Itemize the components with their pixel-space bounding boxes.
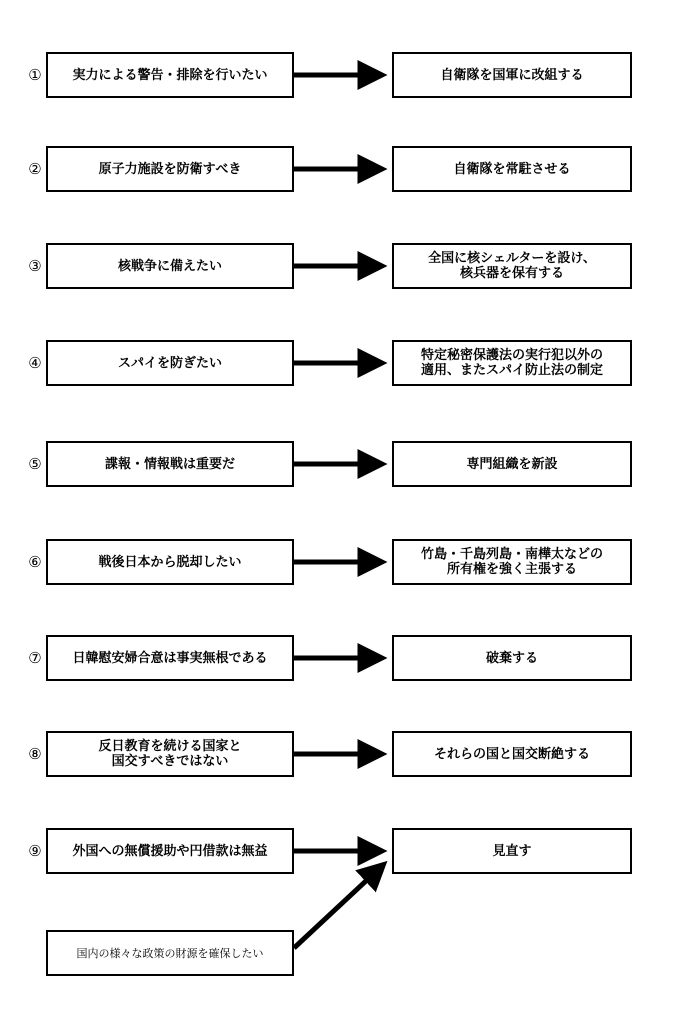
row-number: ⑦ bbox=[28, 649, 42, 667]
effect-box: 自衛隊を常駐させる bbox=[392, 146, 632, 192]
cause-box: スパイを防ぎたい bbox=[46, 340, 294, 386]
extra-cause-box: 国内の様々な政策の財源を確保したい bbox=[46, 930, 294, 976]
row-number: ③ bbox=[28, 257, 42, 275]
row-number: ② bbox=[28, 160, 42, 178]
effect-box: それらの国と国交断絶する bbox=[392, 731, 632, 777]
effect-box: 見直す bbox=[392, 828, 632, 874]
row-number: ⑧ bbox=[28, 745, 42, 763]
effect-box: 竹島・千島列島・南樺太などの 所有権を強く主張する bbox=[392, 539, 632, 585]
effect-box: 破棄する bbox=[392, 635, 632, 681]
cause-box: 戦後日本から脱却したい bbox=[46, 539, 294, 585]
effect-box: 全国に核シェルターを設け、 核兵器を保有する bbox=[392, 243, 632, 289]
cause-box: 諜報・情報戦は重要だ bbox=[46, 441, 294, 487]
row-number: ④ bbox=[28, 354, 42, 372]
row-number: ⑤ bbox=[28, 455, 42, 473]
cause-box: 実力による警告・排除を行いたい bbox=[46, 52, 294, 98]
row-number: ⑥ bbox=[28, 553, 42, 571]
cause-box: 外国への無償援助や円借款は無益 bbox=[46, 828, 294, 874]
effect-box: 自衛隊を国軍に改組する bbox=[392, 52, 632, 98]
effect-box: 特定秘密保護法の実行犯以外の 適用、またスパイ防止法の制定 bbox=[392, 340, 632, 386]
cause-box: 日韓慰安婦合意は事実無根である bbox=[46, 635, 294, 681]
cause-box: 原子力施設を防衛すべき bbox=[46, 146, 294, 192]
diagonal-arrow-connector bbox=[294, 866, 382, 948]
cause-box: 核戦争に備えたい bbox=[46, 243, 294, 289]
cause-box: 反日教育を続ける国家と 国交すべきではない bbox=[46, 731, 294, 777]
effect-box: 専門組織を新設 bbox=[392, 441, 632, 487]
row-number: ① bbox=[28, 66, 42, 84]
row-number: ⑨ bbox=[28, 842, 42, 860]
